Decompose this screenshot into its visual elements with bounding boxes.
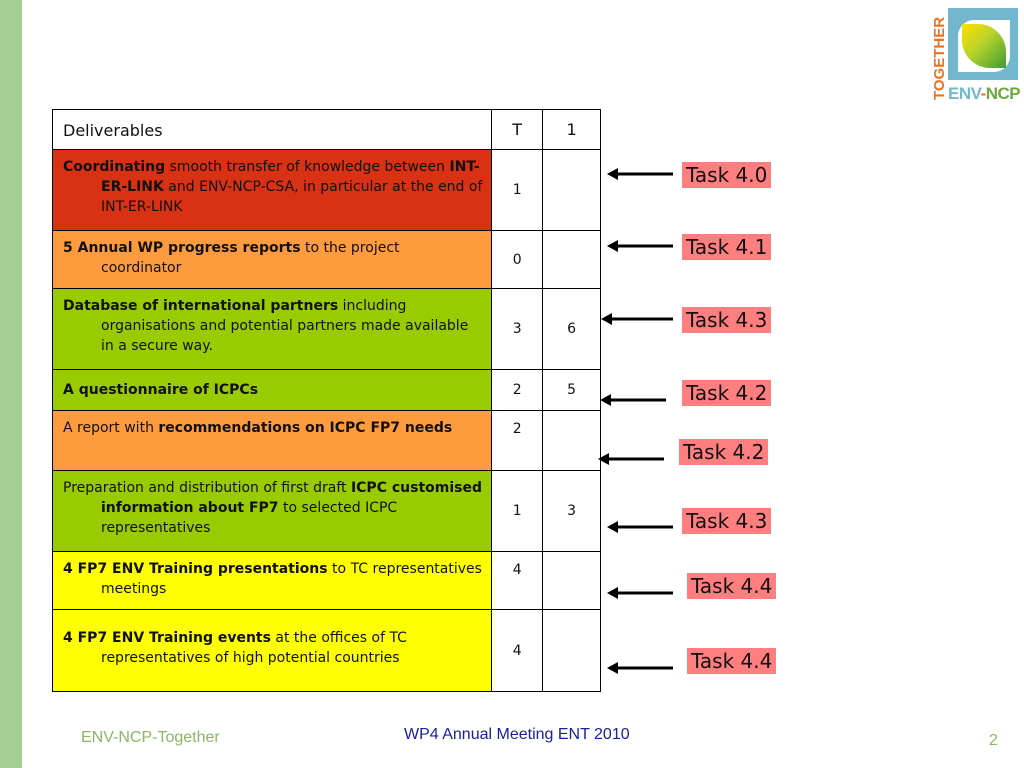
header-1: 1 <box>543 110 601 150</box>
row-1-value: 3 <box>543 471 601 552</box>
row-text: at the offices of TC representatives of high potential countries <box>101 630 407 666</box>
row-description <box>53 411 492 471</box>
arrow-left-icon <box>598 453 666 465</box>
row-description <box>53 231 492 289</box>
arrow-left-icon <box>600 394 668 406</box>
header-deliverables: Deliverables <box>53 110 492 150</box>
row-bold-text: A questionnaire of ICPCs <box>63 382 259 398</box>
row-bold-text: ICPC customised information about FP7 <box>101 480 482 516</box>
task-label: Task 4.2 <box>679 439 768 465</box>
row-t-value: 0 <box>492 231 543 289</box>
row-1-value: 5 <box>543 370 601 411</box>
row-t-value: 4 <box>492 610 543 692</box>
row-1-value <box>543 150 601 231</box>
row-text: to the project coordinator <box>101 240 400 276</box>
footer-meeting-title: WP4 Annual Meeting ENT 2010 <box>404 726 630 743</box>
task-label: Task 4.0 <box>682 162 771 188</box>
row-bold-text: Coordinating <box>63 159 166 175</box>
row-bold-text: Database of international partners <box>63 298 339 314</box>
row-1-value <box>543 552 601 610</box>
row-bold-text: 4 FP7 ENV Training events <box>63 630 271 646</box>
row-t-value: 4 <box>492 552 543 610</box>
table-row <box>53 231 601 289</box>
task-label: Task 4.4 <box>687 648 776 674</box>
row-text: including organisations and potential partners made available in a secure way. <box>101 298 469 354</box>
logo-dash: - <box>980 84 986 103</box>
row-description <box>53 552 492 610</box>
row-bold-text: recommendations on ICPC FP7 needs <box>158 420 453 436</box>
row-text: smooth transfer of knowledge between <box>165 159 450 175</box>
row-1-value: 6 <box>543 289 601 370</box>
logo-env: ENV <box>948 84 981 103</box>
row-description <box>53 471 492 552</box>
row-1-value <box>543 610 601 692</box>
table-row <box>53 370 601 411</box>
task-label: Task 4.1 <box>682 234 771 260</box>
row-t-value: 1 <box>492 471 543 552</box>
arrow-left-icon <box>607 662 675 674</box>
row-1-value <box>543 231 601 289</box>
row-t-value: 2 <box>492 411 543 471</box>
table-row <box>53 411 601 471</box>
leaf-icon <box>962 24 1006 68</box>
row-text: to TC representatives meetings <box>101 561 482 597</box>
footer-project-name: ENV-NCP-Together <box>81 729 220 746</box>
row-bold-text: 4 FP7 ENV Training presentations <box>63 561 328 577</box>
arrow-left-icon <box>607 240 675 252</box>
table-row <box>53 552 601 610</box>
row-bold-text: INT-ER-LINK <box>101 159 480 195</box>
row-bold-text: 5 Annual WP progress reports <box>63 240 301 256</box>
row-text: Preparation and distribution of first draft <box>63 480 351 496</box>
task-label: Task 4.4 <box>687 573 776 599</box>
table-header-row <box>53 110 601 150</box>
deliverables-table <box>52 109 601 692</box>
task-label: Task 4.3 <box>682 508 771 534</box>
table-row <box>53 610 601 692</box>
logo-text <box>948 84 1024 106</box>
arrow-left-icon <box>601 313 675 325</box>
logo-together-word: TOGETHER <box>931 16 948 100</box>
task-label: Task 4.3 <box>682 307 771 333</box>
header-t: T <box>492 110 543 150</box>
page-number: 2 <box>989 732 998 749</box>
row-text: A report with <box>63 420 159 436</box>
arrow-left-icon <box>607 587 675 599</box>
row-text: and ENV-NCP-CSA, in particular at the end of INT-ER-LINK <box>101 179 483 215</box>
row-t-value: 2 <box>492 370 543 411</box>
row-description <box>53 370 492 411</box>
left-accent-bar <box>0 0 22 768</box>
row-text: to selected ICPC representatives <box>101 500 398 536</box>
table-row <box>53 471 601 552</box>
table-row <box>53 150 601 231</box>
arrow-left-icon <box>607 168 675 180</box>
logo-frame <box>958 20 1010 72</box>
logo-icon <box>948 8 1018 80</box>
arrow-left-icon <box>607 521 675 533</box>
row-t-value: 3 <box>492 289 543 370</box>
row-description <box>53 150 492 231</box>
row-t-value: 1 <box>492 150 543 231</box>
row-description <box>53 289 492 370</box>
task-label: Task 4.2 <box>682 380 771 406</box>
table-row <box>53 289 601 370</box>
row-description <box>53 610 492 692</box>
row-1-value <box>543 411 601 471</box>
logo-ncp: NCP <box>985 84 1021 103</box>
